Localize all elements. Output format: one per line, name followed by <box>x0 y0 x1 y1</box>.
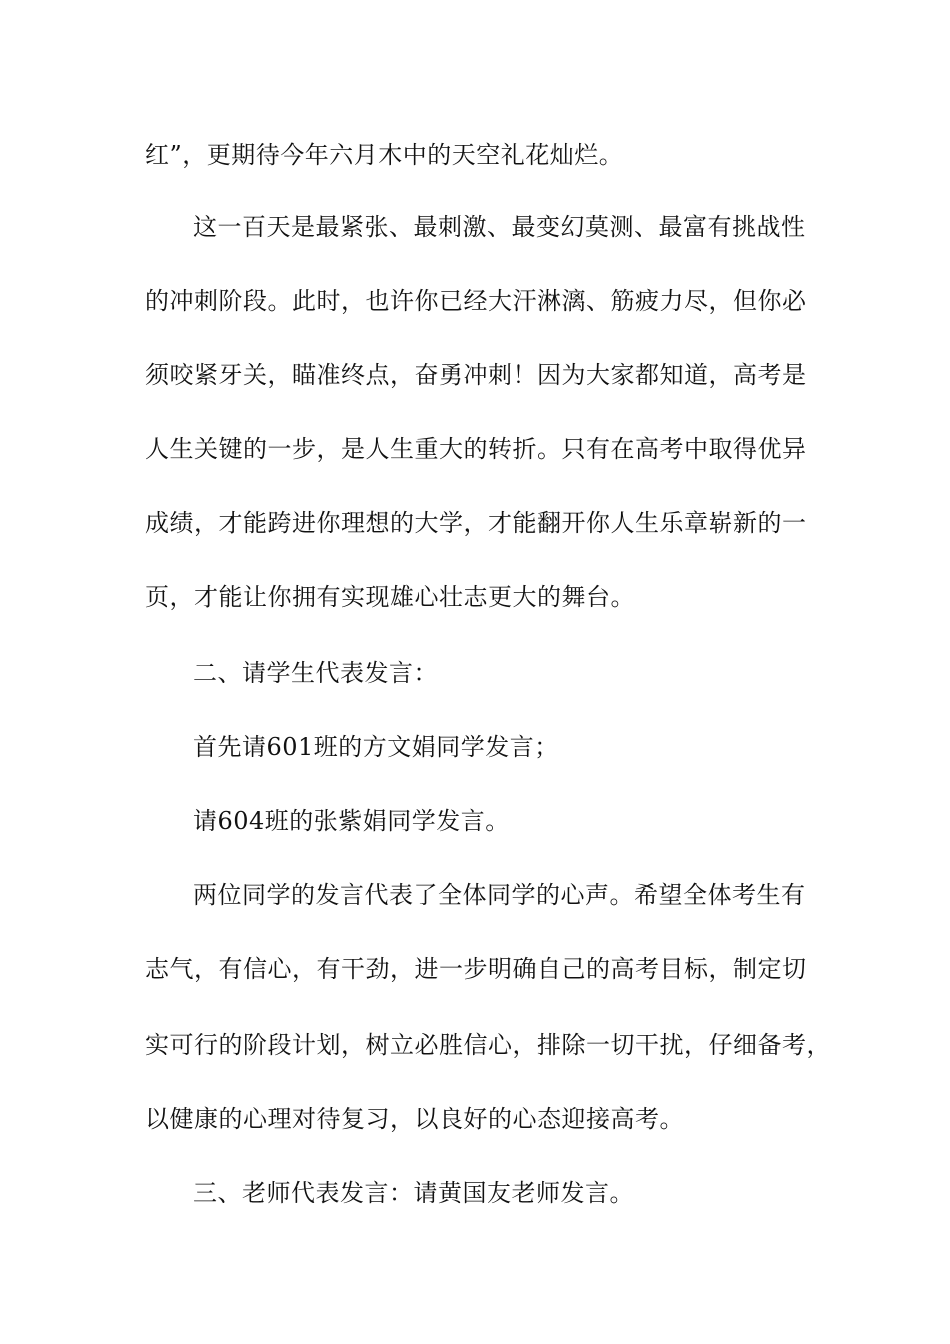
section-heading: 三、老师代表发言：请黄国友老师发言。 <box>193 1179 634 1207</box>
text-line: 红”，更期待今年六月木中的天空礼花灿烂。 <box>145 141 624 169</box>
text-line: 成绩，才能跨进你理想的大学，才能翻开你人生乐章崭新的一 <box>145 509 807 537</box>
text-line: 人生关键的一步，是人生重大的转折。只有在高考中取得优异 <box>145 435 807 463</box>
text-line: 以健康的心理对待复习，以良好的心态迎接高考。 <box>145 1105 684 1133</box>
paragraph-line: 这一百天是最紧张、最刺激、最变幻莫测、最富有挑战性 <box>193 213 806 241</box>
paragraph-line: 两位同学的发言代表了全体同学的心声。希望全体考生有 <box>193 881 806 909</box>
text-line: 页，才能让你拥有实现雄心壮志更大的舞台。 <box>145 583 635 611</box>
paragraph-line: 请604班的张紫娟同学发言。 <box>193 807 510 835</box>
text-line: 实可行的阶段计划，树立必胜信心，排除一切干扰，仔细备考， <box>145 1031 831 1059</box>
paragraph-line: 首先请601班的方文娟同学发言； <box>193 733 559 761</box>
text-line: 志气，有信心，有干劲，进一步明确自己的高考目标，制定切 <box>145 955 807 983</box>
text-line: 的冲刺阶段。此时，也许你已经大汗淋漓、筋疲力尽，但你必 <box>145 287 807 315</box>
text-line: 须咬紧牙关，瞄准终点，奋勇冲刺！因为大家都知道，高考是 <box>145 361 807 389</box>
section-heading: 二、请学生代表发言： <box>193 659 438 687</box>
